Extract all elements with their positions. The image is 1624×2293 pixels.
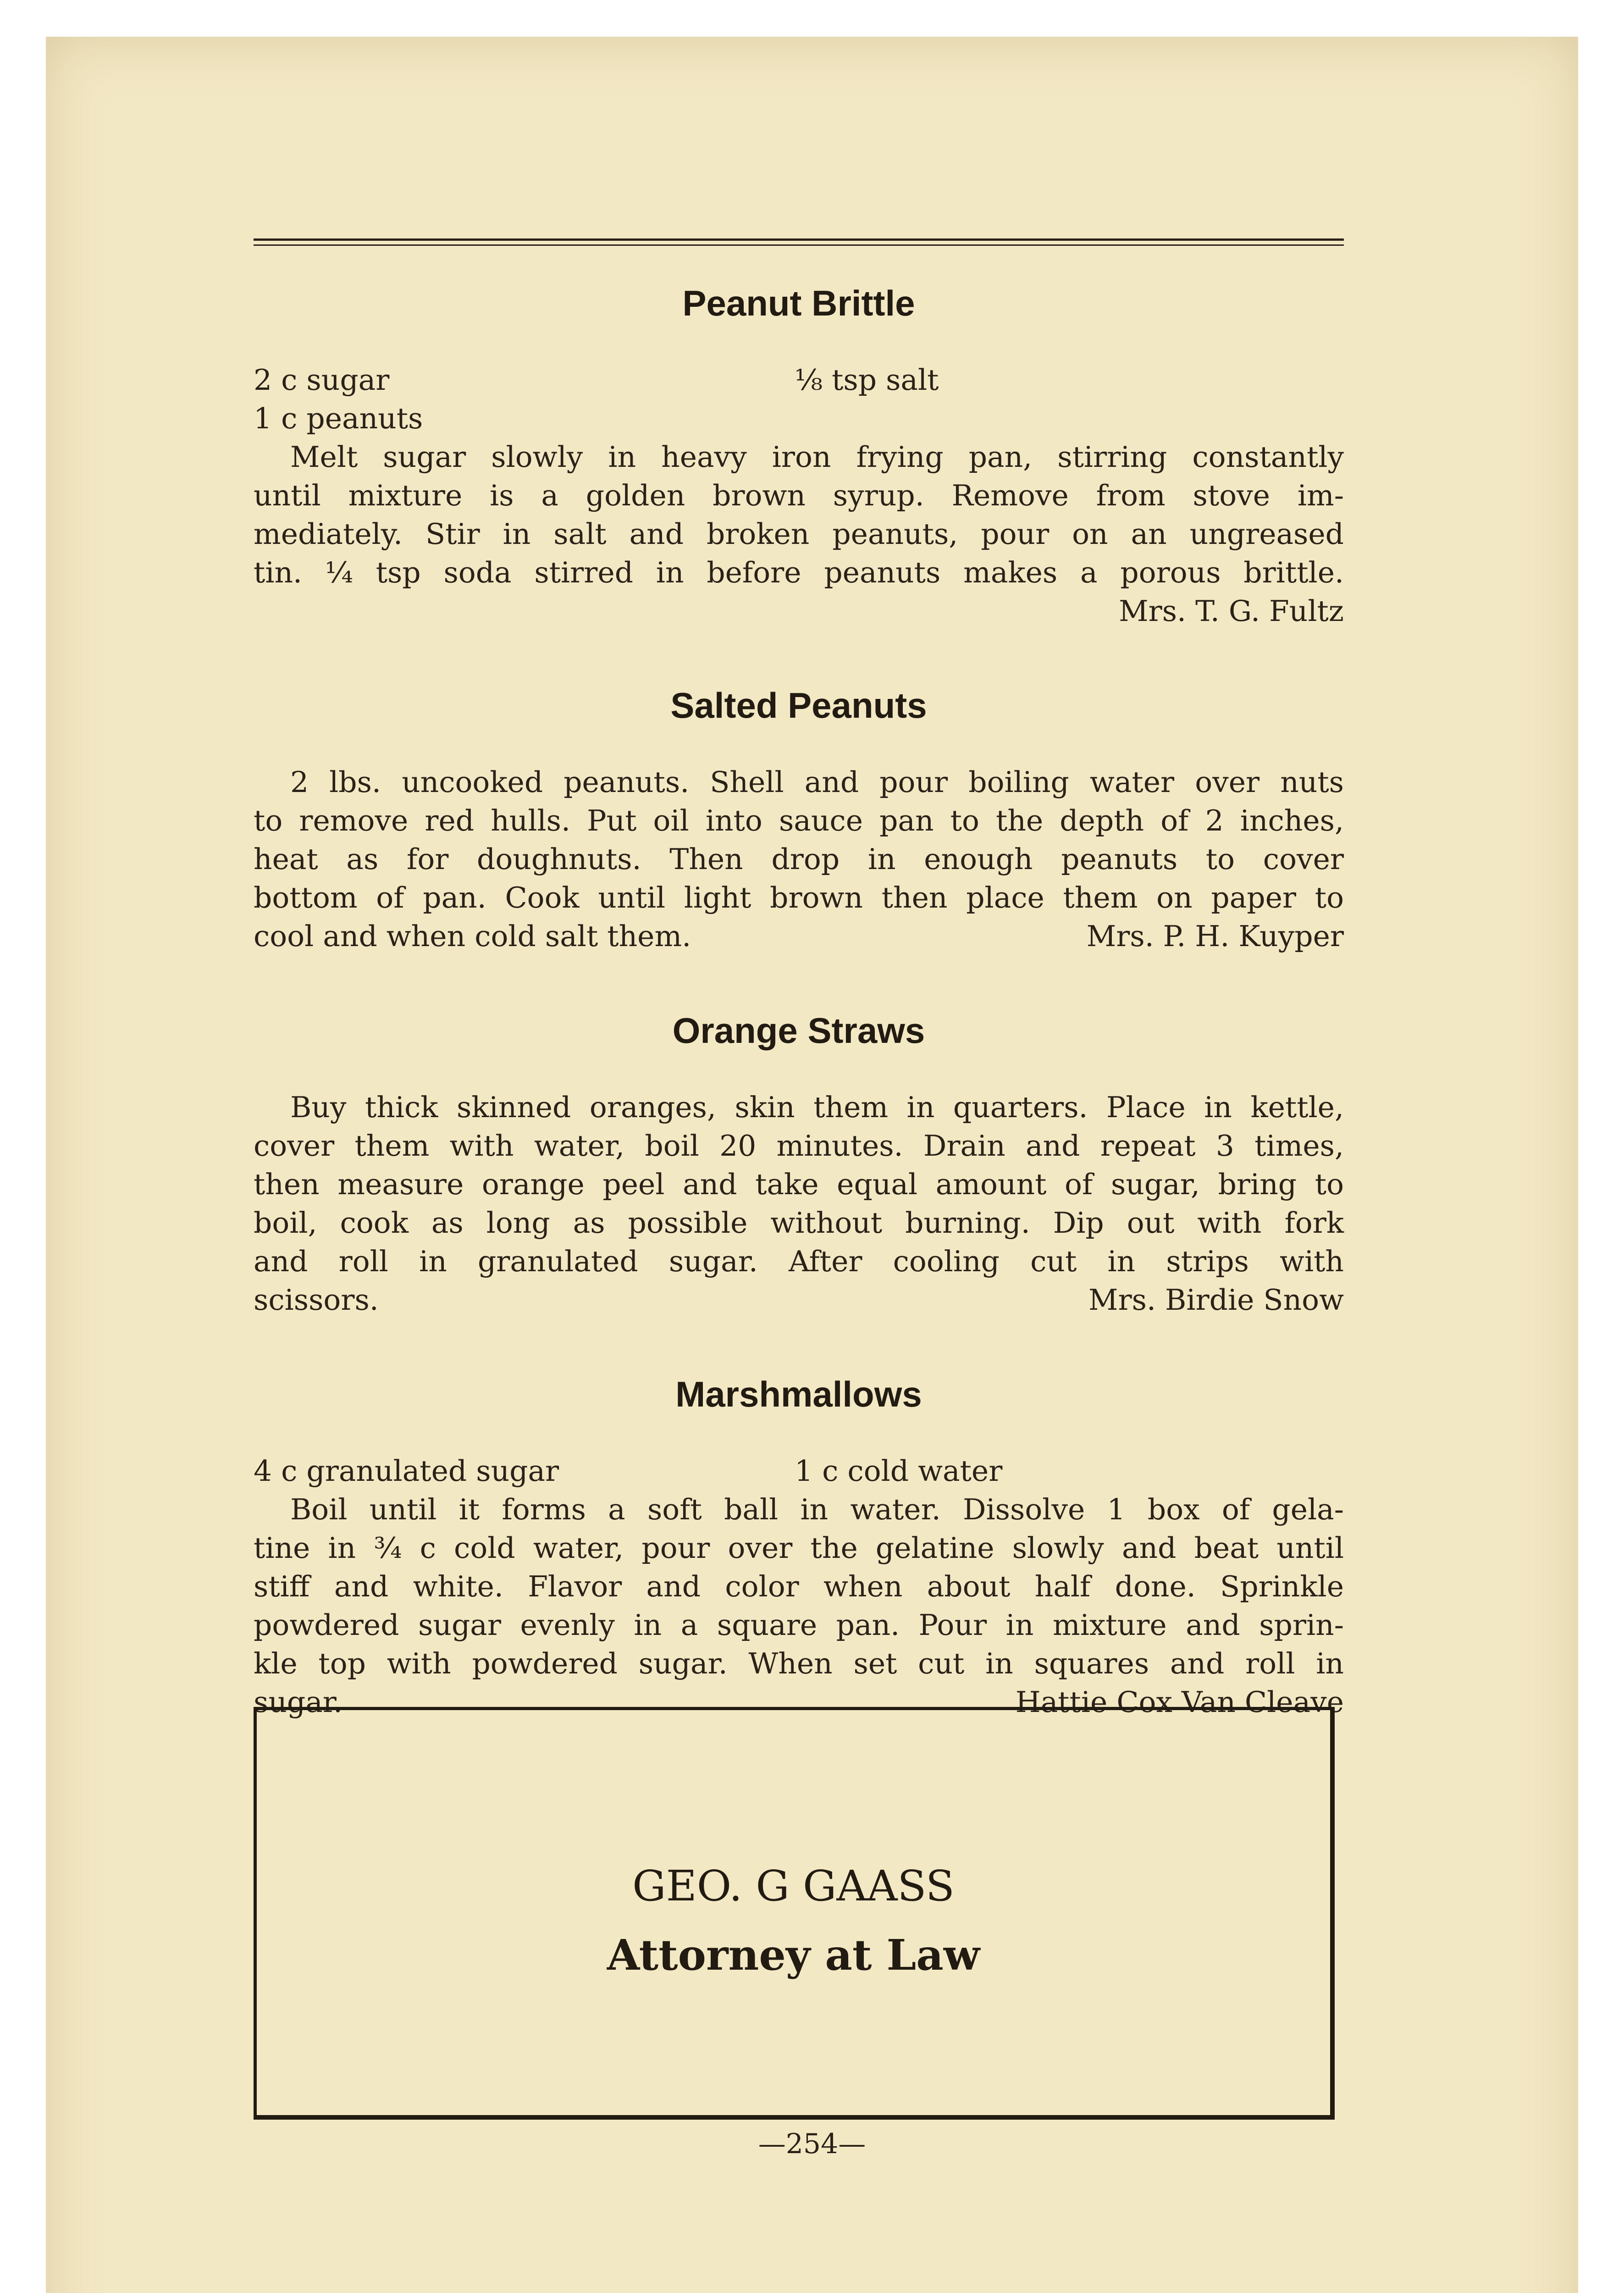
recipe-text-line: mediately. Stir in salt and broken peanuts, pour on an ungreased <box>254 517 1344 551</box>
advertiser-title: Attorney at Law <box>607 1930 980 1980</box>
recipe-title: Salted Peanuts <box>670 685 927 726</box>
recipe-text-line: cover them with water, boil 20 minutes. Drain and repeat 3 times, <box>254 1129 1344 1163</box>
recipe-author: Hattie Cox Van Cleave <box>1015 1685 1344 1719</box>
recipe-title: Marshmallows <box>675 1374 922 1414</box>
ingredient-row <box>254 399 1344 438</box>
page-number: —254— <box>758 2128 866 2160</box>
recipe-text-line: tin. ¼ tsp soda stirred in before peanuts makes a porous brittle. <box>254 556 1344 589</box>
recipe-text-line: to remove red hulls. Put oil into sauce pan to the depth of 2 inches, <box>254 804 1344 837</box>
recipe-author: Mrs. T. G. Fultz <box>1119 594 1344 628</box>
recipe-text-line: sugar. <box>254 1685 343 1719</box>
ingredient-row <box>254 1452 1344 1490</box>
recipe-marshmallows <box>254 1374 1344 1722</box>
recipe-text-line: Boil until it forms a soft ball in water. Dissolve 1 box of gela- <box>290 1493 1344 1526</box>
recipe-text-line: cool and when cold salt them. <box>254 919 691 953</box>
recipe-title: Peanut Brittle <box>682 283 915 323</box>
recipe-orange-straws <box>254 1010 1344 1319</box>
ingredient-row <box>254 361 1344 399</box>
recipe-salted-peanuts <box>254 685 1344 956</box>
recipe-text-line: Melt sugar slowly in heavy iron frying pan, stirring constantly <box>290 440 1344 474</box>
advertiser-name: GEO. G GAASS <box>632 1861 955 1911</box>
recipe-text-line: heat as for doughnuts. Then drop in enough peanuts to cover <box>254 842 1344 876</box>
recipe-page-content <box>254 238 1344 1776</box>
ingredient: 2 c sugar <box>254 363 390 397</box>
recipe-text-line: scissors. <box>254 1283 379 1317</box>
recipe-author: Mrs. Birdie Snow <box>1088 1283 1344 1317</box>
recipe-text-line: 2 lbs. uncooked peanuts. Shell and pour boiling water over nuts <box>290 765 1344 799</box>
recipe-last-row <box>254 1281 1344 1319</box>
recipe-text-line: then measure orange peel and take equal amount of sugar, bring to <box>254 1168 1344 1201</box>
recipe-text-line: powdered sugar evenly in a square pan. Pour in mixture and sprin- <box>254 1608 1344 1642</box>
recipe-text-line: tine in ¾ c cold water, pour over the gelatine slowly and beat until <box>254 1531 1344 1565</box>
recipe-text-line: until mixture is a golden brown syrup. Remove from stove im- <box>254 479 1344 512</box>
recipe-title: Orange Straws <box>672 1010 925 1051</box>
top-rule <box>254 238 1344 246</box>
recipe-last-row <box>254 917 1344 956</box>
recipe-peanut-brittle <box>254 282 1344 631</box>
recipe-text-line: bottom of pan. Cook until light brown then place them on paper to <box>254 881 1344 914</box>
recipe-text-line: and roll in granulated sugar. After cooling cut in strips with <box>254 1245 1344 1278</box>
recipe-text-line: kle top with powdered sugar. When set cut in squares and roll in <box>254 1647 1344 1680</box>
ingredient: 1 c cold water <box>795 1454 1003 1488</box>
advertisement-box <box>254 1707 1335 2120</box>
recipe-text-line: stiff and white. Flavor and color when about half done. Sprinkle <box>254 1570 1344 1603</box>
ingredient: 4 c granulated sugar <box>254 1454 559 1488</box>
recipe-text-line: Buy thick skinned oranges, skin them in quarters. Place in kettle, <box>290 1091 1344 1124</box>
ingredient: 1 c peanuts <box>254 402 423 435</box>
recipe-text-line: boil, cook as long as possible without burning. Dip out with fork <box>254 1206 1344 1240</box>
ingredient: ⅛ tsp salt <box>795 363 939 397</box>
recipe-author: Mrs. P. H. Kuyper <box>1086 919 1344 953</box>
